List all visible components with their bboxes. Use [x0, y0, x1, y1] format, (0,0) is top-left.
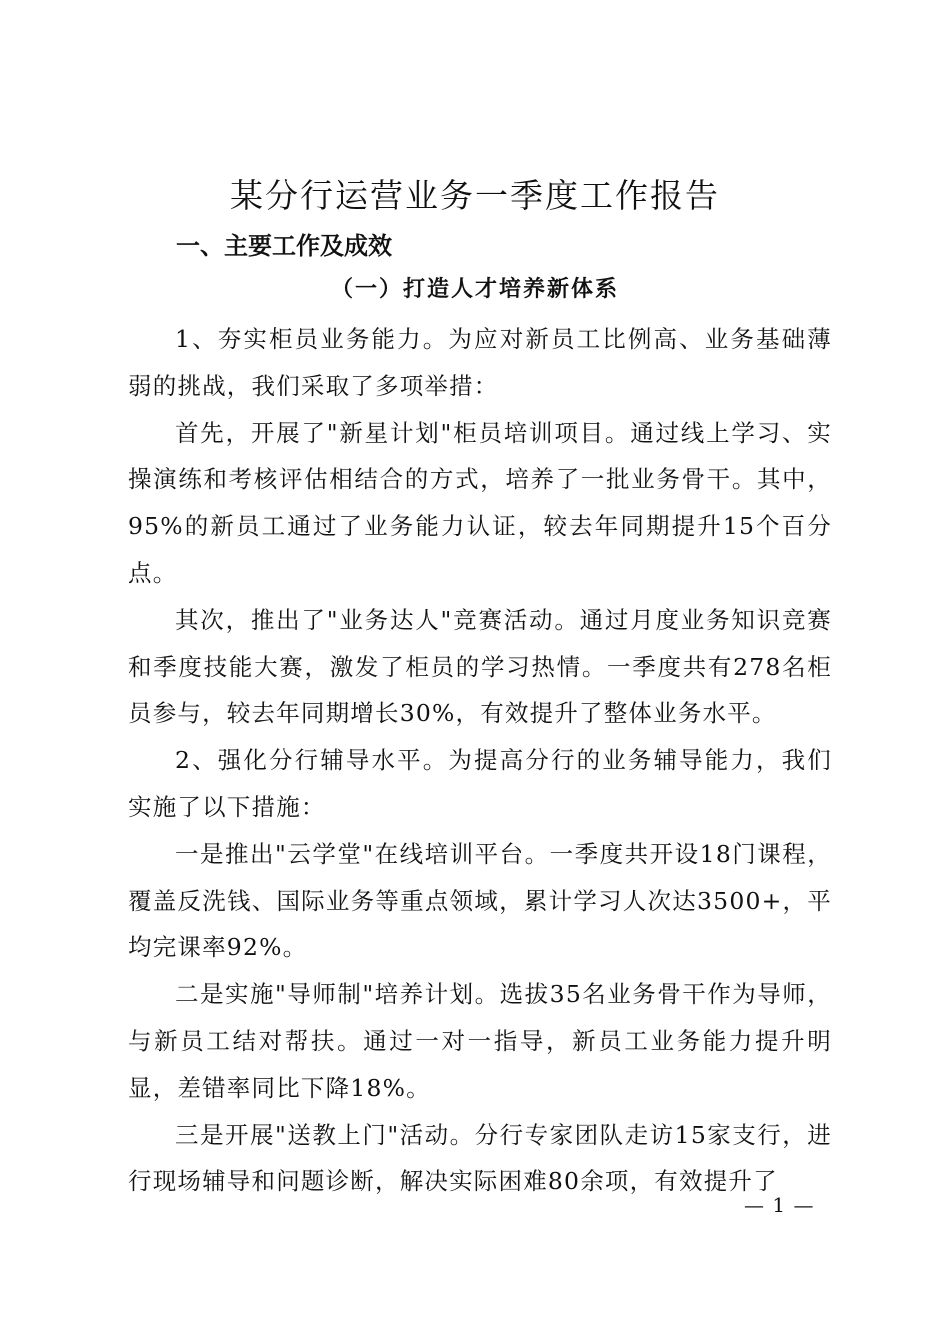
- document-title: 某分行运营业务一季度工作报告: [230, 176, 720, 215]
- paragraph: 1、夯实柜员业务能力。为应对新员工比例高、业务基础薄弱的挑战，我们采取了多项举措：: [128, 325, 832, 400]
- subsection-heading: （一）打造人才培养新体系: [330, 276, 619, 302]
- paragraph: 一是推出"云学堂"在线培训平台。一季度共开设18门课程，覆盖反洗钱、国际业务等重点领域，累计学习人次达3500+，平均完课率92%。: [128, 839, 832, 962]
- section-heading: 一、主要工作及成效: [176, 232, 392, 260]
- document-body: [128, 316, 832, 1205]
- paragraph: 其次，推出了"业务达人"竞赛活动。通过月度业务知识竞赛和季度技能大赛，激发了柜员的学习热情。一季度共有278名柜员参与，较去年同期增长30%，有效提升了整体业务水平。: [128, 605, 832, 728]
- paragraph: 三是开展"送教上门"活动。分行专家团队走访15家支行，进行现场辅导和问题诊断，解决实际困难80余项，有效提升了: [128, 1120, 832, 1196]
- paragraph: 2、强化分行辅导水平。为提高分行的业务辅导能力，我们实施了以下措施：: [128, 746, 832, 821]
- page-number: — 1 —: [744, 1193, 815, 1217]
- paragraph: 首先，开展了"新星计划"柜员培训项目。通过线上学习、实操演练和考核评估相结合的方式，培养了一批业务骨干。其中，95%的新员工通过了业务能力认证，较去年同期提升15个百分点。: [128, 418, 832, 587]
- paragraph: 二是实施"导师制"培养计划。选拔35名业务骨干作为导师，与新员工结对帮扶。通过一对一指导，新员工业务能力提升明显，差错率同比下降18%。: [128, 980, 832, 1102]
